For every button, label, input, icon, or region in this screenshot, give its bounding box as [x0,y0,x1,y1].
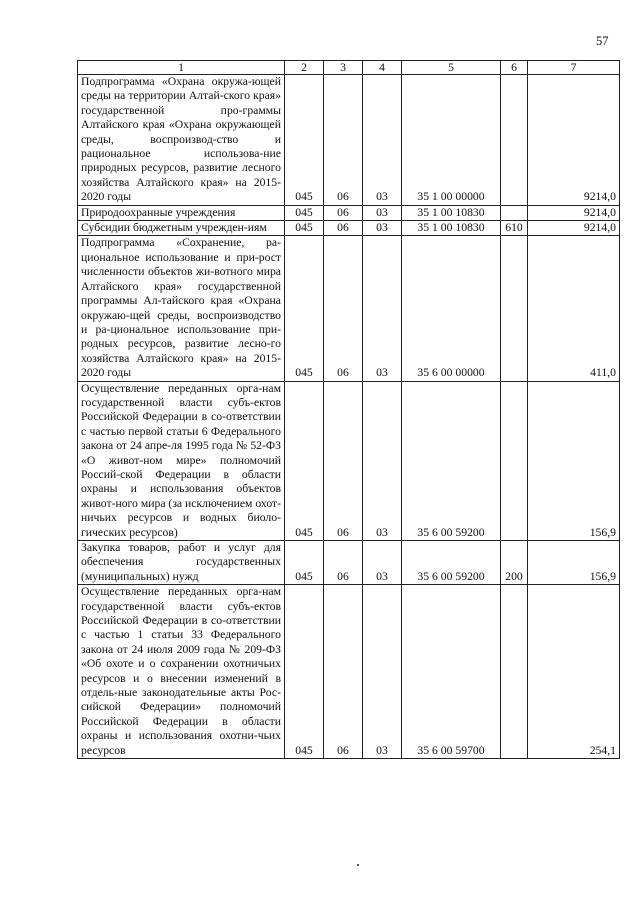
row-description: Субсидии бюджетным учрежден-иям [78,221,285,236]
row-section-code: 06 [324,585,363,759]
header-col-4: 4 [363,61,402,75]
page-number: 57 [596,34,609,48]
row-expense-type [501,585,528,759]
row-admin-code: 045 [285,541,324,585]
row-amount: 156,9 [528,541,620,585]
row-amount: 411,0 [528,236,620,381]
table-row [78,381,620,540]
row-admin-code: 045 [285,585,324,759]
row-subsection-code: 03 [363,205,402,220]
row-amount: 254,1 [528,585,620,759]
row-expense-type: 200 [501,541,528,585]
row-description: Подпрограмма «Охрана окружа-ющей среды на территории Алтай-ского края» государственной про-граммы Алтайского края «Охрана окружающей среды, воспроизвод-ство и рациональное использова-ние природных ресурсов, развитие лесного хозяйства Алтайского края» на 2015-2020 годы [78,75,285,206]
row-expense-type [501,75,528,206]
row-expense-type: 610 [501,221,528,236]
header-col-7: 7 [528,61,620,75]
row-description: Природоохранные учреждения [78,205,285,220]
row-subsection-code: 03 [363,585,402,759]
row-section-code: 06 [324,205,363,220]
row-target-article: 35 6 00 59700 [402,585,501,759]
row-subsection-code: 03 [363,221,402,236]
table-row [78,205,620,220]
row-section-code: 06 [324,541,363,585]
row-subsection-code: 03 [363,236,402,381]
budget-table [77,60,620,759]
row-description: Подпрограмма «Сохранение, ра-циональное использование и при-рост численности объектов жи-вотного мира Алтайского края» государственной программы Ал-тайского края «Охрана окружаю-щей среды, воспроизводство и ра-циональное использование при-родных ресурсов, развитие лесно-го хозяйства Алтайского края» на 2015-2020 годы [78,236,285,381]
row-section-code: 06 [324,381,363,540]
row-admin-code: 045 [285,75,324,206]
row-amount: 156,9 [528,381,620,540]
header-col-3: 3 [324,61,363,75]
row-description: Осуществление переданных орга-нам государственной власти субъ-ектов Российской Федерации в со-ответствии с частью 1 статьи 33 Федерального закона от 24 июля 2009 года № 209-ФЗ «Об охоте и о сохранении охотничьих ресурсов и о внесении изменений в отдель-ные законодательные акты Рос-сийской Федерации» полномочий Российской Федерации в области охраны и использования охотни-чьих ресурсов [78,585,285,759]
header-col-2: 2 [285,61,324,75]
row-target-article: 35 6 00 59200 [402,541,501,585]
row-target-article: 35 1 00 10830 [402,221,501,236]
scan-speck [357,864,359,866]
table-row [78,541,620,585]
row-amount: 9214,0 [528,205,620,220]
row-expense-type [501,381,528,540]
row-description: Закупка товаров, работ и услуг для обеспечения государственных (муниципальных) нужд [78,541,285,585]
row-description: Осуществление переданных орга-нам государственной власти субъ-ектов Российской Федерации в со-ответствии с частью первой статьи 6 Федерального закона от 24 апре-ля 1995 года № 52-ФЗ «О живот-ном мире» полномочий Россий-ской Федерации в области охраны и использования объектов живот-ного мира (за исключением охот-ничьих ресурсов и водных биоло-гических ресурсов) [78,381,285,540]
table-row [78,236,620,381]
row-target-article: 35 6 00 00000 [402,236,501,381]
row-target-article: 35 1 00 00000 [402,75,501,206]
row-amount: 9214,0 [528,75,620,206]
row-subsection-code: 03 [363,75,402,206]
header-col-1: 1 [78,61,285,75]
row-section-code: 06 [324,221,363,236]
row-subsection-code: 03 [363,381,402,540]
header-row [78,61,620,75]
row-amount: 9214,0 [528,221,620,236]
table-row [78,75,620,206]
row-expense-type [501,205,528,220]
row-target-article: 35 6 00 59200 [402,381,501,540]
row-subsection-code: 03 [363,541,402,585]
row-target-article: 35 1 00 10830 [402,205,501,220]
row-admin-code: 045 [285,205,324,220]
row-section-code: 06 [324,236,363,381]
row-admin-code: 045 [285,221,324,236]
table-row [78,585,620,759]
row-expense-type [501,236,528,381]
header-col-5: 5 [402,61,501,75]
row-section-code: 06 [324,75,363,206]
header-col-6: 6 [501,61,528,75]
row-admin-code: 045 [285,381,324,540]
table-row [78,221,620,236]
row-admin-code: 045 [285,236,324,381]
